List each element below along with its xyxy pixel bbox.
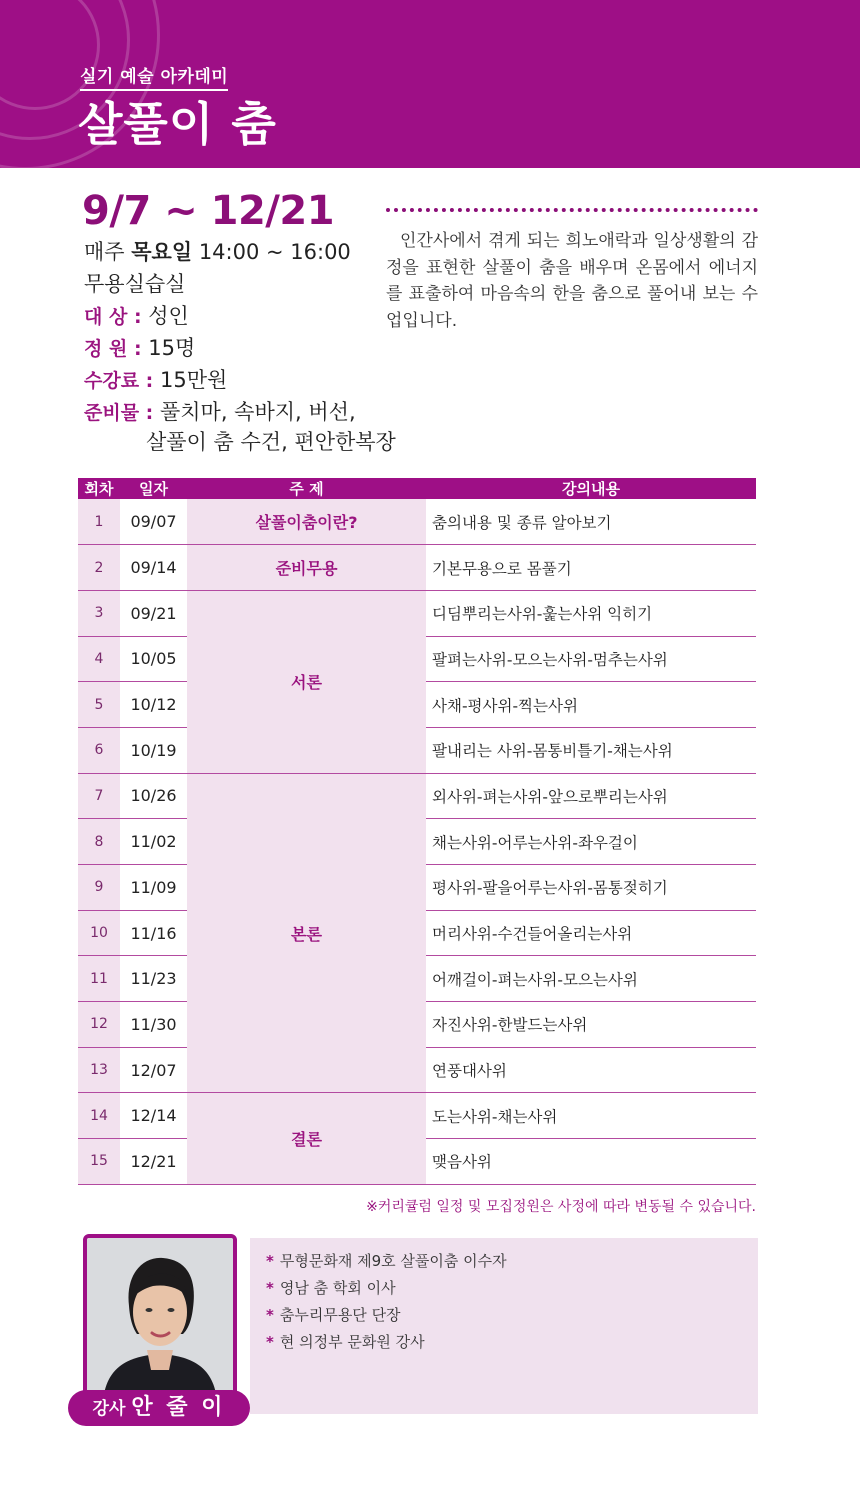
session-number: 1 — [78, 499, 120, 545]
asterisk-icon: * — [266, 1279, 274, 1297]
header-banner — [0, 0, 860, 168]
header-topic: 주 제 — [187, 478, 426, 499]
session-content: 외사위-펴는사위-앞으로뿌리는사위 — [426, 773, 756, 819]
session-content: 채는사위-어루는사위-좌우걸이 — [426, 819, 756, 865]
capacity-label: 정 원 : — [84, 338, 142, 360]
session-date: 12/14 — [120, 1093, 187, 1139]
session-content: 평사위-팔을어루는사위-몸통젖히기 — [426, 865, 756, 911]
weekday: 목요일 — [131, 240, 193, 264]
supplies-line1: 풀치마, 속바지, 버선, — [159, 400, 356, 424]
list-item — [266, 1248, 758, 1275]
date-range: 9/7 ~ 12/21 — [82, 188, 335, 234]
target-row — [84, 300, 189, 330]
session-number: 6 — [78, 727, 120, 773]
session-content: 디딤뿌리는사위-훑는사위 익히기 — [426, 590, 756, 636]
session-content: 맺음사위 — [426, 1139, 756, 1185]
session-date: 10/19 — [120, 727, 187, 773]
time: 14:00 ~ 16:00 — [198, 240, 351, 264]
session-number: 8 — [78, 819, 120, 865]
fee-value: 15만원 — [159, 368, 228, 392]
session-number: 7 — [78, 773, 120, 819]
session-date: 09/07 — [120, 499, 187, 545]
list-item — [266, 1329, 758, 1356]
table-header-row — [78, 478, 756, 499]
curriculum-note: ※커리큘럼 일정 및 모집정원은 사정에 따라 변동될 수 있습니다. — [366, 1199, 756, 1215]
credential-text: 현 의정부 문화원 강사 — [279, 1333, 425, 1351]
capacity-row — [84, 332, 195, 362]
session-number: 3 — [78, 590, 120, 636]
capacity-value: 15명 — [148, 336, 196, 360]
topic-cell: 본론 — [187, 773, 426, 1093]
target-value: 성인 — [148, 304, 189, 328]
session-content: 자진사위-한발드는사위 — [426, 1002, 756, 1048]
session-number: 15 — [78, 1139, 120, 1185]
session-number: 12 — [78, 1002, 120, 1048]
session-date: 10/26 — [120, 773, 187, 819]
fee-row — [84, 364, 227, 394]
session-date: 10/12 — [120, 682, 187, 728]
session-number: 11 — [78, 956, 120, 1002]
session-number: 2 — [78, 545, 120, 591]
table-row — [78, 545, 756, 591]
session-content: 춤의내용 및 종류 알아보기 — [426, 499, 756, 545]
session-number: 9 — [78, 865, 120, 911]
instructor-photo — [83, 1234, 237, 1404]
session-content: 팔펴는사위-모으는사위-멈추는사위 — [426, 636, 756, 682]
session-number: 13 — [78, 1047, 120, 1093]
session-date: 12/07 — [120, 1047, 187, 1093]
schedule-time — [84, 236, 351, 266]
header-session: 회차 — [78, 478, 120, 499]
table-row — [78, 499, 756, 545]
list-item — [266, 1275, 758, 1302]
session-date: 11/30 — [120, 1002, 187, 1048]
topic-cell: 서론 — [187, 590, 426, 773]
session-date: 10/05 — [120, 636, 187, 682]
topic-cell: 준비무용 — [187, 545, 426, 591]
curriculum-table — [78, 478, 756, 1185]
weekly-prefix: 매주 — [84, 240, 125, 264]
instructor-name: 안 줄 이 — [131, 1395, 226, 1420]
asterisk-icon: * — [266, 1252, 274, 1270]
dotted-divider — [386, 208, 758, 212]
schedule-room: 무용실습실 — [84, 272, 186, 296]
credential-text: 춤누리무용단 단장 — [279, 1306, 401, 1324]
session-content: 도는사위-채는사위 — [426, 1093, 756, 1139]
session-date: 11/16 — [120, 910, 187, 956]
session-content: 기본무용으로 몸풀기 — [426, 545, 756, 591]
supplies-line2: 살풀이 춤 수건, 편안한복장 — [146, 430, 396, 454]
header-kicker: 실기 예술 아카데미 — [80, 62, 228, 91]
session-date: 12/21 — [120, 1139, 187, 1185]
credential-text: 무형문화재 제9호 살풀이춤 이수자 — [279, 1252, 507, 1270]
page-title: 살풀이 춤 — [78, 97, 277, 151]
instructor-credentials — [250, 1238, 758, 1414]
table-row — [78, 1093, 756, 1139]
fee-label: 수강료 : — [84, 370, 154, 392]
session-number: 4 — [78, 636, 120, 682]
session-content: 사채-평사위-찍는사위 — [426, 682, 756, 728]
supplies-row — [84, 396, 356, 426]
target-label: 대 상 : — [84, 306, 142, 328]
asterisk-icon: * — [266, 1306, 274, 1324]
session-date: 11/09 — [120, 865, 187, 911]
supplies-label: 준비물 : — [84, 402, 154, 424]
header-content: 강의내용 — [426, 478, 756, 499]
session-number: 10 — [78, 910, 120, 956]
instructor-portrait-icon — [87, 1238, 233, 1400]
session-number: 5 — [78, 682, 120, 728]
table-row — [78, 773, 756, 819]
instructor-role: 강사 — [92, 1399, 126, 1419]
instructor-badge — [68, 1390, 250, 1426]
session-content: 어깨걸이-펴는사위-모으는사위 — [426, 956, 756, 1002]
list-item — [266, 1302, 758, 1329]
session-number: 14 — [78, 1093, 120, 1139]
session-date: 11/02 — [120, 819, 187, 865]
header-date: 일자 — [120, 478, 187, 499]
session-date: 09/14 — [120, 545, 187, 591]
topic-cell: 살풀이춤이란? — [187, 499, 426, 545]
session-content: 연풍대사위 — [426, 1047, 756, 1093]
session-date: 11/23 — [120, 956, 187, 1002]
session-date: 09/21 — [120, 590, 187, 636]
course-description: 인간사에서 겪게 되는 희노애락과 일상생활의 감정을 표현한 살풀이 춤을 배우며 온몸에서 에너지를 표출하여 마음속의 한을 춤으로 풀어내 보는 수업입니다. — [386, 231, 758, 331]
asterisk-icon: * — [266, 1333, 274, 1351]
session-content: 머리사위-수건들어올리는사위 — [426, 910, 756, 956]
session-content: 팔내리는 사위-몸통비틀기-채는사위 — [426, 727, 756, 773]
topic-cell: 결론 — [187, 1093, 426, 1184]
table-row — [78, 590, 756, 636]
credential-text: 영남 춤 학회 이사 — [279, 1279, 396, 1297]
